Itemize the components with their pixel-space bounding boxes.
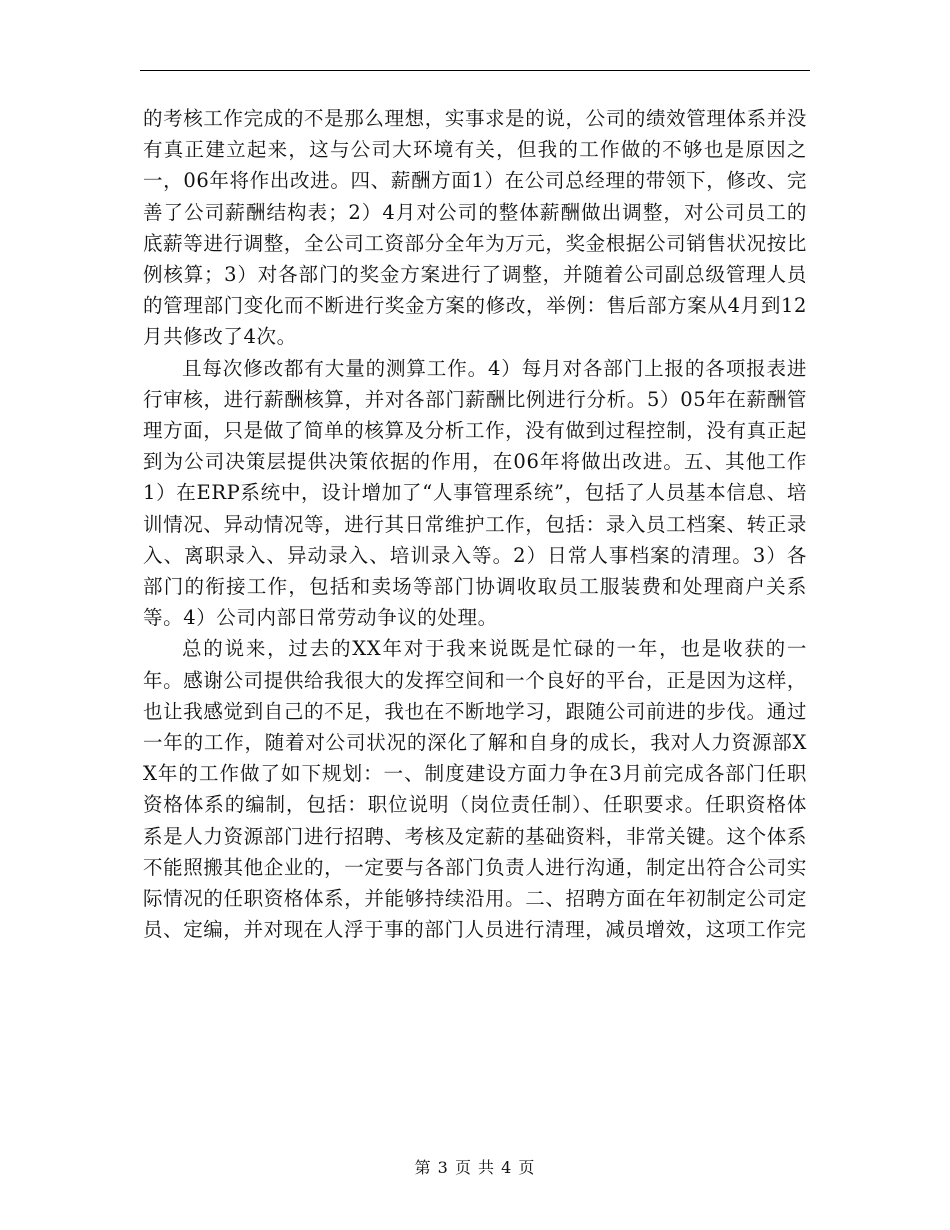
page-footer: 第 3 页 共 4 页 bbox=[414, 1158, 536, 1177]
paragraph-3: 总的说来，过去的XX年对于我来说既是忙碌的一年，也是收获的一年。感谢公司提供给我很大的发挥空间和一个良好的平台，正是因为这样，也让我感觉到自己的不足，我也在不断地学习，跟随公司前进的步伐。通过一年的工作，随着对公司状况的深化了解和自身的成长，我对人力资源部XX年的工作做了如下规划：一、制度建设方面力争在3月前完成各部门任职资格体系的编制，包括：职位说明（岗位责任制）、任职要求。任职资格体系是人力资源部门进行招聘、考核及定薪的基础资料，非常关键。这个体系不能照搬其他企业的，一定要与各部门负责人进行沟通，制定出符合公司实际情况的任职资格体系，并能够持续沿用。二、招聘方面在年初制定公司定员、定编，并对现在人浮于事的部门人员进行清理，减员增效，这项工作完 bbox=[143, 637, 807, 942]
paragraph-1: 的考核工作完成的不是那么理想，实事求是的说，公司的绩效管理体系并没有真正建立起来，这与公司大环境有关，但我的工作做的不够也是原因之一，06年将作出改进。四、薪酬方面1）在公司总经理的带领下，修改、完善了公司薪酬结构表；2）4月对公司的整体薪酬做出调整，对公司员工的底薪等进行调整，全公司工资部分全年为万元，奖金根据公司销售状况按比例核算；3）对各部门的奖金方案进行了调整，并随着公司副总级管理人员的管理部门变化而不断进行奖金方案的修改，举例：售后部方案从4月到12月共修改了4次。 bbox=[143, 107, 807, 349]
body-text bbox=[143, 103, 807, 945]
paragraph-2: 且每次修改都有大量的测算工作。4）每月对各部门上报的各项报表进行审核，进行薪酬核算，并对各部门薪酬比例进行分析。5）05年在薪酬管理方面，只是做了简单的核算及分析工作，没有做到过程控制，没有真正起到为公司决策层提供决策依据的作用，在06年将做出改进。五、其他工作1）在ERP系统中，设计增加了“人事管理系统”，包括了人员基本信息、培训情况、异动情况等，进行其日常维护工作，包括：录入员工档案、转正录入、离职录入、异动录入、培训录入等。2）日常人事档案的清理。3）各部门的衔接工作，包括和卖场等部门协调收取员工服装费和处理商户关系等。4）公司内部日常劳动争议的处理。 bbox=[143, 356, 807, 630]
header-rule bbox=[140, 70, 810, 71]
